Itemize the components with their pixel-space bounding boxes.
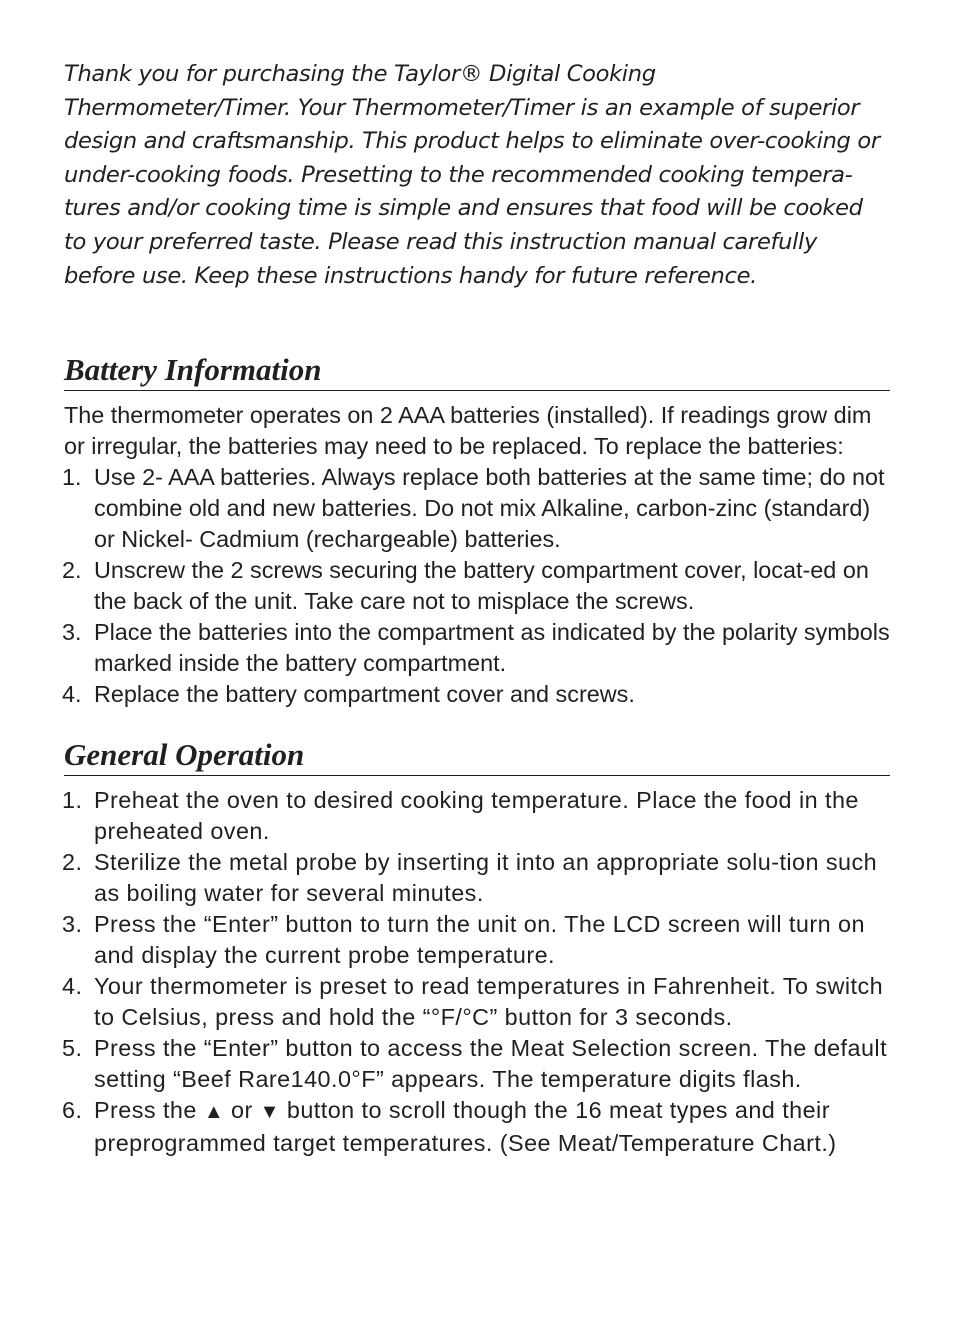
step-text: Unscrew the 2 screws securing the battery compartment cover, locat-ed on the back of the unit. Take care not to misplace the screws. — [94, 557, 869, 615]
step-number: 3. — [62, 619, 82, 646]
battery-step-1 — [64, 462, 890, 555]
step-number: 5. — [62, 1035, 83, 1062]
general-step-1 — [64, 785, 890, 847]
step-number: 2. — [62, 557, 82, 584]
general-operation-section — [64, 785, 890, 1159]
step-text: Preheat the oven to desired cooking temperature. Place the food in the preheated oven. — [94, 787, 859, 845]
intro-paragraph: Thank you for purchasing the Taylor® Digital Cooking Thermometer/Timer. Your Thermometer/Timer is an example of superior design and craftsmanship. This product helps to eliminate over-cooking or under-cooking foods. Presetting to the recommended cooking tempera- tures and/or cooking time is simple and ensures that food will be cooked to your preferred taste. Please read this instruction manual carefully before use. Keep these instructions handy for future reference. — [64, 61, 880, 289]
general-step-3 — [64, 909, 890, 971]
battery-intro-paragraph: The thermometer operates on 2 AAA batteries (installed). If readings grow dim or irregular, the batteries may need to be replaced. To replace the batteries: — [64, 402, 872, 460]
general-step-4 — [64, 971, 890, 1033]
step-number: 1. — [62, 787, 83, 814]
step-text: Sterilize the metal probe by inserting it into an appropriate solu-tion such as boiling water for several minutes. — [94, 849, 878, 907]
step-number: 2. — [62, 849, 83, 876]
general-step-5 — [64, 1033, 890, 1095]
step-text: Your thermometer is preset to read temperatures in Fahrenheit. To switch to Celsius, press and hold the “°F/°C” button for 3 seconds. — [94, 973, 884, 1031]
battery-information-section — [64, 400, 890, 710]
up-arrow-icon: ▲ — [203, 1101, 225, 1124]
step-number: 6. — [62, 1097, 83, 1124]
battery-step-3 — [64, 617, 890, 679]
general-steps-list — [64, 785, 890, 1159]
battery-step-4 — [64, 679, 890, 710]
general-step-6 — [64, 1095, 890, 1159]
step-number: 1. — [62, 464, 82, 491]
battery-step-2 — [64, 555, 890, 617]
step-number: 4. — [62, 973, 83, 1000]
step-text: Press the “Enter” button to access the Meat Selection screen. The default setting “Beef Rare140.0°F” appears. The temperature digits flash. — [94, 1035, 888, 1093]
battery-information-heading: Battery Information — [64, 351, 890, 391]
manual-page — [64, 58, 890, 1159]
battery-steps-list — [64, 462, 890, 710]
step-text-b: or — [231, 1097, 253, 1124]
general-operation-heading: General Operation — [64, 736, 890, 776]
general-step-2 — [64, 847, 890, 909]
step-text: Use 2- AAA batteries. Always replace both batteries at the same time; do not combine old and new batteries. Do not mix Alkaline, carbon-zinc (standard) or Nickel- Cadmium (rechargeable) batteries. — [94, 464, 885, 553]
step-text: Press the “Enter” button to turn the unit on. The LCD screen will turn on and display the current probe temperature. — [94, 911, 865, 969]
step-number: 4. — [62, 681, 82, 708]
step-text-c: button to scroll though the 16 meat types and their preprogrammed target temperatures. (See Meat/Temperature Chart.) — [94, 1097, 837, 1157]
step-text: Replace the battery compartment cover and screws. — [94, 681, 635, 708]
step-text-a: Press the — [94, 1097, 197, 1124]
step-number: 3. — [62, 911, 83, 938]
step-text: Place the batteries into the compartment as indicated by the polarity symbols marked inside the battery compartment. — [94, 619, 890, 677]
down-arrow-icon: ▼ — [259, 1101, 280, 1124]
